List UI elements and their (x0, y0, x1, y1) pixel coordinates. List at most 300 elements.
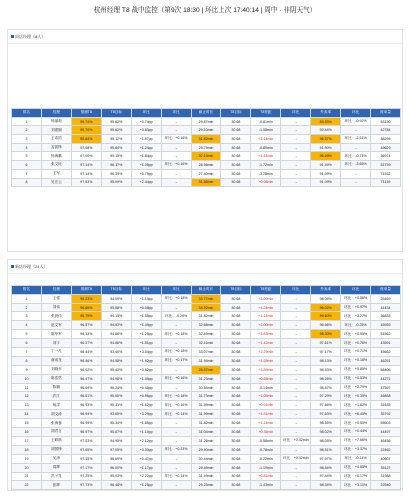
table-cell: 32.13min (191, 152, 221, 161)
table-cell: 97.17% (71, 463, 101, 472)
table-cell: 46858 (371, 392, 401, 401)
table-cell: 9 (12, 365, 42, 374)
table-cell: 环比：+0.18% (341, 356, 371, 365)
table-cell: -0.58min (251, 436, 281, 445)
table-cell: → (341, 143, 371, 152)
table-cell: 97.61% (311, 339, 341, 348)
table-cell: 96.61% (71, 392, 101, 401)
table-row (12, 117, 401, 126)
table-row (12, 454, 401, 463)
table-cell: +0.91min (251, 401, 281, 410)
table-cell: 35127 (371, 463, 401, 472)
table-cell: 30.68 (221, 169, 251, 178)
table-cell: 14 (12, 410, 42, 419)
table-cell: 周辉 (41, 463, 71, 472)
table-cell: 胡文涛 (41, 410, 71, 419)
table-cell: 32.11min (191, 339, 221, 348)
table-cell: 环比：+0.53% (341, 374, 371, 383)
table-cell: 30.68 (221, 126, 251, 135)
table-cell: 8 (12, 356, 42, 365)
table-cell: 38295 (371, 135, 401, 144)
table-row (12, 419, 401, 428)
manager-table (11, 285, 401, 490)
table-cell: 97.44% (311, 472, 341, 481)
table-cell: 46456 (371, 436, 401, 445)
table-cell: → (161, 383, 191, 392)
table-cell: 30.68 (221, 392, 251, 401)
table-cell: 94.58% (101, 356, 131, 365)
table-cell: 30.68 (221, 445, 251, 454)
table-row (12, 356, 401, 365)
table-cell: 33.07min (191, 348, 221, 357)
table-cell: +0.98min (251, 178, 281, 187)
table-cell: 环比：+4.85% (341, 463, 371, 472)
table-cell: 94.98% (101, 374, 131, 383)
table-row (12, 339, 401, 348)
column-header[interactable]: 环比 (341, 286, 371, 295)
table-cell: 98.05% (311, 436, 341, 445)
table-cell: 91.90% (311, 143, 341, 152)
table-cell: 97.63% (311, 410, 341, 419)
table-cell: 96.44% (71, 348, 101, 357)
table-cell: 谢成龙 (41, 356, 71, 365)
table-cell: +0.36min (251, 428, 281, 437)
table-cell: → (161, 463, 191, 472)
table-cell: +1.17pp (131, 463, 161, 472)
table-cell: -1.43min (251, 481, 281, 490)
table-cell: 95.42% (101, 365, 131, 374)
table-row (12, 428, 401, 437)
table-cell: 29.10min (191, 126, 221, 135)
table-cell: 97.08% (71, 143, 101, 152)
table-cell: → (341, 178, 371, 187)
table-cell: 96.97% (71, 428, 101, 437)
table-cell: 95.58% (101, 303, 131, 312)
table-cell: 22462 (371, 445, 401, 454)
table-cell: 13 (12, 401, 42, 410)
column-header[interactable]: 环比 (131, 286, 161, 295)
table-cell: 20 (12, 463, 42, 472)
table-cell: 1 (12, 294, 42, 303)
table-cell: 51562 (371, 330, 401, 339)
table-header-row (12, 109, 401, 118)
table-cell: → (281, 152, 311, 161)
table-cell: → (161, 428, 191, 437)
table-cell: +2.00min (251, 321, 281, 330)
table-cell: → (281, 472, 311, 481)
column-header[interactable]: T8目标 (221, 286, 251, 295)
table-row (12, 161, 401, 170)
table-cell: → (281, 294, 311, 303)
table-cell: → (161, 126, 191, 135)
table-cell: 环比：+0.18% (161, 348, 191, 357)
table-cell: 胡君言 (41, 428, 71, 437)
column-header[interactable]: 外卖率 (311, 286, 341, 295)
table-cell: 96.57% (71, 321, 101, 330)
table-cell: → (161, 178, 191, 187)
column-header[interactable]: 环比 (161, 286, 191, 295)
table-row (12, 135, 401, 144)
table-cell: → (281, 374, 311, 383)
table-cell: +1.14min (251, 135, 281, 144)
table-cell: 环比：+0.17% (341, 472, 371, 481)
table-cell: 94.86% (101, 339, 131, 348)
table-cell: 96.94% (71, 410, 101, 419)
table-cell: → (281, 419, 311, 428)
column-header[interactable]: T8目标 (101, 109, 131, 118)
table-cell: 30.68 (221, 321, 251, 330)
table-cell: 6 (12, 339, 42, 348)
table-cell: +1.25pp (131, 330, 161, 339)
table-cell: 30.54min (191, 383, 221, 392)
table-cell: 95.09% (101, 178, 131, 187)
table-cell: 冯子龙 (41, 472, 71, 481)
table-cell: 97.73% (71, 481, 101, 490)
panel-existing-managers (7, 29, 403, 252)
square-icon (11, 35, 14, 38)
table-cell: → (281, 321, 311, 330)
table-cell: 93.40% (101, 348, 131, 357)
table-cell: → (281, 428, 311, 437)
table-cell: 环比：+0.16% (161, 374, 191, 383)
table-cell: → (281, 117, 311, 126)
table-cell: 95.12% (101, 135, 131, 144)
table-cell: 58406 (371, 365, 401, 374)
table-cell: +1.44min (251, 152, 281, 161)
table-cell: 30.68 (221, 472, 251, 481)
table-cell: -1.58min (251, 126, 281, 135)
table-cell: 95.62% (101, 117, 131, 126)
table-cell: 环比：+0.14% (161, 410, 191, 419)
table-cell: 环比：+6.45% (341, 410, 371, 419)
table-cell: 55503 (371, 419, 401, 428)
table-cell: +1.84pp (131, 152, 161, 161)
table-cell: 96.69% (101, 454, 131, 463)
table-cell: 96.48% (101, 481, 131, 490)
table-cell: -1.72min (251, 161, 281, 170)
table-cell: 11 (12, 383, 42, 392)
column-header[interactable]: 环比 (281, 286, 311, 295)
table-cell: 45959 (371, 321, 401, 330)
table-cell: 4 (12, 321, 42, 330)
column-header[interactable]: 排名 (12, 286, 42, 295)
table-cell: +1.92pp (131, 356, 161, 365)
table-cell: 吴宏云 (41, 178, 71, 187)
table-cell: → (161, 117, 191, 126)
table-cell: +1.14min (251, 419, 281, 428)
table-cell: 93.65% (101, 410, 131, 419)
table-cell: 30.68 (221, 303, 251, 312)
table-cell: 33.77min (191, 294, 221, 303)
column-header[interactable]: 排名 (12, 109, 42, 118)
table-cell: 91.09% (311, 169, 341, 178)
table-cell: 31.26min (191, 436, 221, 445)
table-cell: +0.47pp (131, 454, 161, 463)
table-cell: 胡国锋 (41, 445, 71, 454)
table-cell: 3 (12, 135, 42, 144)
table-cell: 赵文军 (41, 321, 71, 330)
table-cell: 环比：-0.92% (341, 117, 371, 126)
table-cell: 环比：+0.97% (341, 303, 371, 312)
table-cell: 刘晓东 (41, 365, 71, 374)
column-header[interactable]: 截止时长 (191, 286, 221, 295)
table-cell: +1.51pp (131, 339, 161, 348)
column-header[interactable]: 截止时长 (191, 109, 221, 118)
table-cell: 17 (12, 436, 42, 445)
table-cell: 92.44% (311, 126, 341, 135)
table-cell: 97.05% (101, 445, 131, 454)
table-cell: 95.31% (101, 401, 131, 410)
table-cell: 刘建刚 (41, 126, 71, 135)
table-row (12, 436, 401, 445)
table-cell: 张晨伟 (41, 312, 71, 321)
table-cell: 98.55% (311, 419, 341, 428)
table-cell: 31.99min (191, 410, 221, 419)
table-cell: +1.24pp (131, 143, 161, 152)
table-cell: → (281, 356, 311, 365)
table-cell: 5 (12, 152, 42, 161)
table-row (12, 303, 401, 312)
table-cell: +0.08pp (131, 303, 161, 312)
table-cell: 29.90min (191, 445, 221, 454)
table-cell: 环比：+0.42min (281, 454, 311, 463)
table-cell: 31.82min (191, 312, 221, 321)
column-header[interactable]: 环比 (341, 109, 371, 118)
table-cell: 95.15% (101, 152, 131, 161)
table-cell: +3.09min (251, 294, 281, 303)
table-cell: 环比：-2.51% (341, 135, 371, 144)
table-cell: → (281, 303, 311, 312)
table-cell: 27.40min (191, 169, 221, 178)
table-cell: → (161, 169, 191, 178)
table-cell: 30.44min (191, 454, 221, 463)
table-cell: 刘宇 (41, 339, 71, 348)
table-cell: 杨海鹏 (41, 152, 71, 161)
table-cell: → (281, 330, 311, 339)
table-cell: 95.84% (101, 143, 131, 152)
table-cell: 杨洋 (41, 401, 71, 410)
table-cell: 2 (12, 126, 42, 135)
table-cell: 95.03% (101, 472, 131, 481)
table-cell: → (161, 365, 191, 374)
table-row (12, 374, 401, 383)
column-header[interactable]: 预测T8 (71, 286, 101, 295)
table-cell: 环比：+0.71% (341, 348, 371, 357)
table-cell: 99.60% (311, 312, 341, 321)
table-cell: +1.05min (251, 392, 281, 401)
table-cell: +3.29pp (131, 410, 161, 419)
table-cell: 10 (12, 374, 42, 383)
table-cell: +0.55min (251, 374, 281, 383)
table-cell: → (161, 143, 191, 152)
table-cell: 29.49min (191, 463, 221, 472)
table-cell: 31988 (371, 472, 401, 481)
table-cell: 25469 (371, 294, 401, 303)
table-cell: → (341, 169, 371, 178)
table-cell: 98.02% (311, 428, 341, 437)
table-cell: → (281, 383, 311, 392)
table-cell: 96.02% (311, 303, 341, 312)
column-header[interactable]: 经理 (41, 286, 71, 295)
table-cell: 98.30% (311, 330, 341, 339)
table-cell: 36974 (371, 152, 401, 161)
table-cell: -0.89min (251, 143, 281, 152)
table-row (12, 178, 401, 187)
column-header[interactable]: 预测T8 (71, 109, 101, 118)
table-cell: → (161, 152, 191, 161)
table-cell: 陈浩然 (41, 374, 71, 383)
table-cell: 98.51% (311, 445, 341, 454)
column-header[interactable]: T8差距 (251, 286, 281, 295)
table-cell: -0.22min (251, 454, 281, 463)
table-cell: +2.44pp (131, 178, 161, 187)
table-cell: 31.59min (191, 401, 221, 410)
table-cell: 94.95% (101, 436, 131, 445)
table-cell: 张辉 (41, 481, 71, 490)
table-cell: 32.68min (191, 321, 221, 330)
table-cell: 19 (12, 454, 42, 463)
table-cell: 环比：+0.14% (161, 472, 191, 481)
table-cell: -1.19min (251, 463, 281, 472)
column-header[interactable]: 环比 (281, 109, 311, 118)
table-cell: 71139 (371, 178, 401, 187)
table-cell: 丁一凡 (41, 348, 71, 357)
table-cell: 21 (12, 472, 42, 481)
column-header[interactable]: T8差距 (251, 109, 281, 118)
table-cell: 97.66% (311, 401, 341, 410)
page-title: 杭州经理 T8 战中监控（第9次 18:30 | 环比上次 17:40:14 | 周中 · 非阴天气） (93, 7, 317, 14)
table-cell: 96.13% (71, 330, 101, 339)
table-cell: 97.03% (71, 436, 101, 445)
table-cell: → (281, 348, 311, 357)
table-cell: 环比：+0.16% (161, 401, 191, 410)
table-cell: 31.82min (191, 135, 221, 144)
table-cell: 31.82min (191, 419, 221, 428)
table-cell: +0.62pp (131, 365, 161, 374)
table-cell: +2.29min (251, 348, 281, 357)
table-cell: +1.62pp (131, 401, 161, 410)
table-cell: 96.46% (71, 356, 101, 365)
column-header[interactable]: 账单量 (371, 109, 401, 118)
table-cell: -3.28min (251, 169, 281, 178)
table-cell: 环比：+2.79% (341, 383, 371, 392)
column-header[interactable]: 经理 (41, 109, 71, 118)
table-cell: +2.12pp (131, 436, 161, 445)
table-cell: 31.49min (191, 472, 221, 481)
table-cell: 7 (12, 348, 42, 357)
table-cell: 张文旺 (41, 161, 71, 170)
table-cell: 环比：+7.66% (341, 436, 371, 445)
table-cell: 89.93% (311, 117, 341, 126)
table-cell: 30.68 (221, 401, 251, 410)
table-cell: 环比：+0.18% (161, 392, 191, 401)
table-cell: 49629 (371, 143, 401, 152)
table-cell: 95.87% (101, 428, 131, 437)
table-cell: 44434 (371, 303, 401, 312)
table-cell: 46251 (371, 356, 401, 365)
table-row (12, 143, 401, 152)
column-header[interactable]: 环比 (131, 109, 161, 118)
table-cell: 98.04% (311, 294, 341, 303)
table-cell: 30.68 (221, 178, 251, 187)
table-cell: +1.55pp (131, 312, 161, 321)
table-cell: 6 (12, 161, 42, 170)
table-cell: 陈鹏 (41, 383, 71, 392)
table-row (12, 152, 401, 161)
table-cell: 96.66% (71, 303, 101, 312)
table-cell: 30.68 (221, 374, 251, 383)
table-cell: 5 (12, 330, 42, 339)
table-cell: 环比：+0.23% (161, 445, 191, 454)
column-header[interactable]: T8目标 (101, 286, 131, 295)
table-cell: → (161, 303, 191, 312)
table-cell: → (281, 463, 311, 472)
table-row (12, 321, 401, 330)
table-cell: → (281, 339, 311, 348)
table-cell: 30.68 (221, 383, 251, 392)
table-cell: 环比：+0.16% (161, 135, 191, 144)
table-cell: → (281, 401, 311, 410)
table-cell: → (281, 143, 311, 152)
table-cell: 王希国 (41, 135, 71, 144)
table-cell: → (281, 135, 311, 144)
table-cell: 15 (12, 419, 42, 428)
table-cell: 98.13% (311, 356, 341, 365)
table-cell: → (161, 339, 191, 348)
table-cell: 97.14% (71, 161, 101, 170)
table-cell: 1 (12, 117, 42, 126)
table-cell: 44271 (371, 374, 401, 383)
column-header[interactable]: 外卖率 (311, 109, 341, 118)
square-icon (11, 265, 14, 268)
table-cell: +1.14min (251, 312, 281, 321)
panel-heading-label: 新店经理（24人） (15, 264, 48, 269)
table-cell: 95.62% (101, 126, 131, 135)
table-cell: +1.10pp (131, 428, 161, 437)
table-cell: 吴涛 (41, 454, 71, 463)
table-cell: 97.29% (311, 392, 341, 401)
table-cell: 30.68 (221, 356, 251, 365)
table-cell: 环比：+0.56% (341, 294, 371, 303)
table-row (12, 392, 401, 401)
table-cell: 43591 (371, 339, 401, 348)
table-cell: 3 (12, 312, 42, 321)
table-cell: 95.75% (71, 312, 101, 321)
table-cell: 环比：+0.85% (341, 365, 371, 374)
column-header[interactable]: 环比 (161, 109, 191, 118)
table-cell: 30.68 (221, 143, 251, 152)
column-header[interactable]: T8目标 (221, 109, 251, 118)
table-cell: +0.75pp (131, 169, 161, 178)
table-cell: 29.79min (191, 143, 221, 152)
table-cell: 环比：+0.55% (341, 330, 371, 339)
table-row (12, 410, 401, 419)
table-cell: 31.04min (191, 428, 221, 437)
table-cell: +0.96pp (131, 392, 161, 401)
column-header[interactable]: 账单量 (371, 286, 401, 295)
table-cell: 环比：-0.74% (341, 152, 371, 161)
table-cell: 张海蓉 (41, 419, 71, 428)
table-cell: 2 (12, 303, 42, 312)
table-cell: → (161, 481, 191, 490)
table-cell: 97.97% (311, 454, 341, 463)
table-cell: 29.25min (191, 481, 221, 490)
table-cell: 环比：+0.42min (281, 436, 311, 445)
table-cell: 98.87% (311, 383, 341, 392)
table-row (12, 472, 401, 481)
table-cell: 94.15% (101, 312, 131, 321)
table-cell: → (161, 436, 191, 445)
